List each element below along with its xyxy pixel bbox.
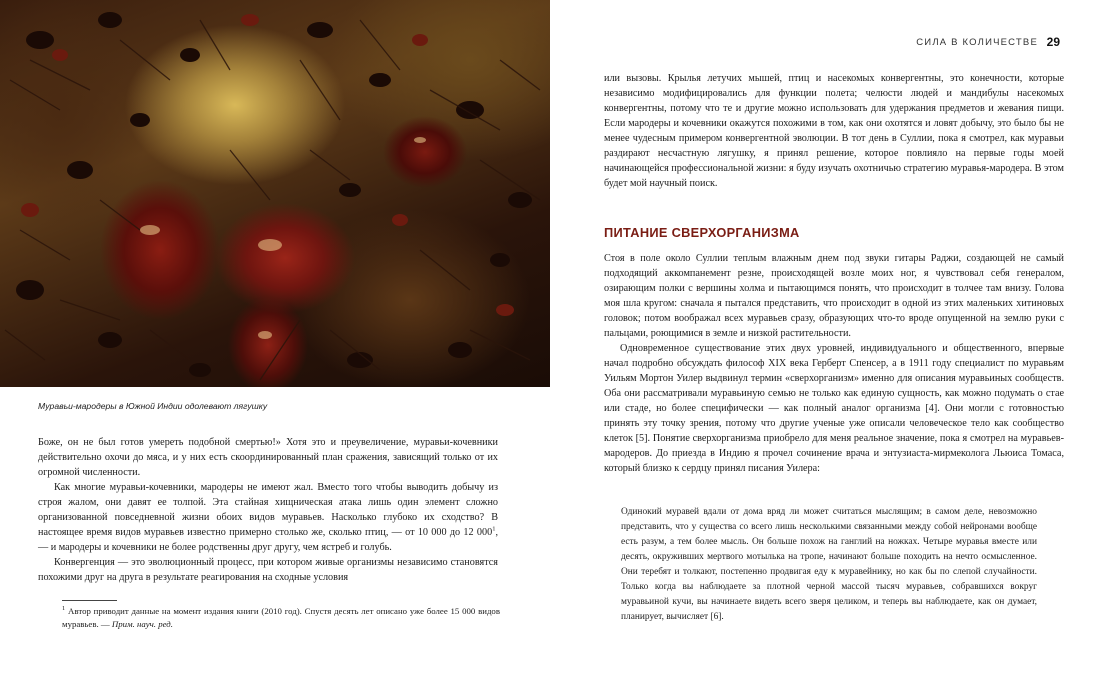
footnote-text: Автор приводит данные на момент издания книги (2010 год). Спустя десять лет описано уже более 15 000 видов муравьев. — bbox=[62, 606, 500, 629]
page-number: 29 bbox=[1046, 35, 1060, 49]
section-heading: ПИТАНИЕ СВЕРХОРГАНИЗМА bbox=[604, 225, 800, 240]
right-page bbox=[550, 0, 1100, 684]
footnote-divider bbox=[62, 600, 117, 601]
left-paragraph-1: Боже, он не был готов умереть подобной смертью!» Хотя это и преувеличение, муравьи-кочевники действительно охочи до мяса, и у них есть скоординированный план сражения, зависящий только от их огромной численности. bbox=[38, 437, 498, 478]
left-page-text bbox=[38, 435, 498, 585]
ants-devouring-frog-photo bbox=[0, 0, 550, 387]
ants-illustration bbox=[0, 0, 550, 387]
left-paragraph-2 bbox=[38, 480, 498, 555]
right-body-text bbox=[604, 251, 1064, 476]
footnote bbox=[62, 605, 500, 630]
right-top-text bbox=[604, 71, 1064, 191]
photo-caption: Муравьи-мародеры в Южной Индии одолевают лягушку bbox=[38, 401, 268, 411]
running-head: СИЛА В КОЛИЧЕСТВЕ bbox=[916, 37, 1038, 48]
footnote-reference[interactable]: 1 bbox=[492, 525, 496, 533]
left-paragraph-2-text: Как многие муравьи-кочевники, мародеры не имеют жал. Вместо того чтобы выводить добычу из строя жалом, они давят ее толпой. Эта стайная хищническая атака лишь один элемент сложно организованной повседневной жизни обоих видов муравьев. Насколько глубоко их сходство? В настоящее время видов муравьев известно примерно столько же, сколько птиц, — от 10 000 до 12 000 bbox=[38, 482, 498, 538]
left-paragraph-3: Конвергенция — это эволюционный процесс, при котором живые организмы независимо становятся похожими друг на друга в результате реагирования на сходные условия bbox=[38, 557, 498, 583]
footnote-credit: Прим. науч. ред. bbox=[111, 618, 173, 629]
right-paragraph-1: Стоя в поле около Суллии теплым влажным днем под звуки гитары Раджи, создающей не самый подходящий аккомпанемент резне, происходящей возле моих ног, я чувствовал себя генералом, озирающим полки с вершины холма и пытающимся понять, что происходит в толчее там внизу. Голова моя шла кругом: сначала я пытался представить, что происходит в одной из этих маленьких хитиновых головок; потом воображал всех муравьев сразу, образующих что-то вроде опущенной на землю руки с пальцами, роющимися в земле и низкой растительности. bbox=[604, 253, 1064, 339]
block-quote: Одинокий муравей вдали от дома вряд ли может считаться мыслящим; в самом деле, невозможно представить, что у существа со всего лишь несколькими связанными между собой нейронами вообще есть разум, а тем более мысль. Он больше похож на ганглий на ножках. Четыре муравья вместе или десять, окружившиx мертвого мотылька на тропе, начинают больше походить на нечто осмысленное. Они теребят и толкают, постепенно продвигая еду к муравейнику, но как бы по слепой случайности. Только когда вы наблюдаете за плотной черной массой тысяч муравьев, собравшихся вокруг муравьиной кучи, вы начинаете видеть всего зверя целиком, и теперь вы наблюдаете, как он думает, планирует, вычисляет [6]. bbox=[621, 507, 1037, 622]
left-paragraph-2-tail: , — и мародеры и кочевники не более родственны друг другу, чем ястреб и голубь. bbox=[38, 527, 498, 553]
right-paragraph-continued: или вызовы. Крылья летучих мышей, птиц и насекомых конвергентны, это конечности, которые независимо модифицировались для функции полета; челюсти людей и мандибулы насекомых конвергентны, потому что те и другие можно использовать для удержания предметов и жевания пищи. Если мародеры и кочевники окажутся похожими в том, как они охотятся и ловят добычу, это было бы не менее чудесным примером конвергентной эволюции. В тот день в Суллии, пока я смотрел, как муравьи раздирают несчастную лягушку, я принял решение, которое повлияло на первые годы моей начинающейся профессиональной жизни: я буду изучать охотничью стратегию муравья-мародера. В этом будет мой научный поиск. bbox=[604, 73, 1064, 189]
right-paragraph-2: Одновременное существование этих двух уровней, индивидуального и общественного, впервые начал подробно обсуждать философ XIX века Герберт Спенсер, а в 1911 году специалист по муравьям Уильям Мортон Уилер выдвинул термин «сверхорганизм» именно для описания муравьиных сообществ. Оба они рассматривали муравьиную семью не только как единую сущность, как можно подумать о стае или стаде, но более специфически — как полный аналог организма [4]. Они могли с готовностью принять эту точку зрения, потому что другие ученые уже описали человеческое тело как сообщество клеток [5]. Понятие сверхорганизма приобрело для меня реальное значение, пока я смотрел на муравьев-мародеров. До приезда в Индию я прочел сочинение врача и энтузиаста-мирмеколога Льюиса Томаса, который близко к сердцу принял писания Уилера: bbox=[604, 343, 1064, 474]
footnote-marker: 1 bbox=[62, 605, 66, 613]
